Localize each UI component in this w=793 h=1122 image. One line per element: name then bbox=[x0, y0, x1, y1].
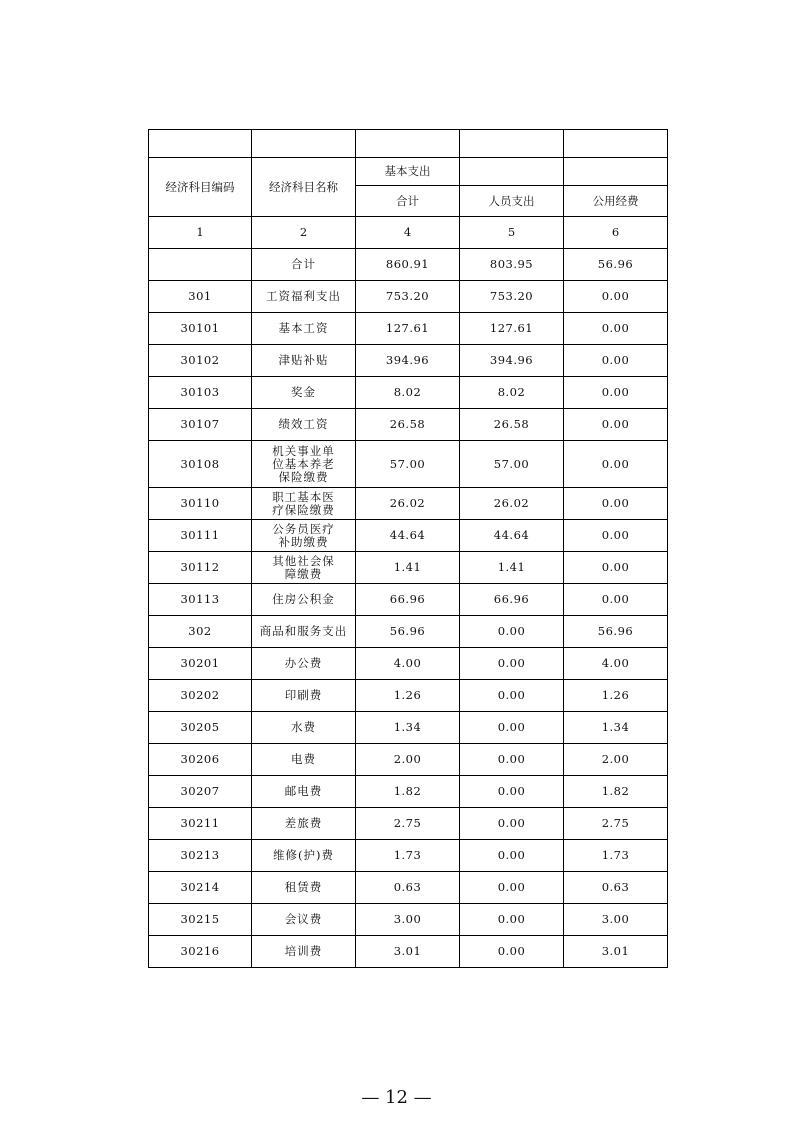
code-cell-text: 30206 bbox=[180, 752, 220, 766]
personnel-cell-text: 26.58 bbox=[493, 417, 530, 431]
header-public: 公用经费 bbox=[564, 186, 668, 217]
public-cell-text: 0.00 bbox=[601, 289, 630, 303]
code-cell-text: 30112 bbox=[180, 560, 220, 574]
code-cell-text: 30211 bbox=[180, 816, 220, 830]
personnel-cell bbox=[460, 872, 564, 904]
total-cell-text: 56.96 bbox=[389, 624, 426, 638]
personnel-cell-text: 0.00 bbox=[497, 848, 526, 862]
name-cell-text: 水费 bbox=[291, 720, 316, 734]
table-row bbox=[149, 936, 668, 968]
total-cell bbox=[356, 904, 460, 936]
public-cell-text: 0.00 bbox=[601, 456, 630, 471]
name-cell-text: 邮电费 bbox=[284, 784, 323, 798]
personnel-cell bbox=[460, 744, 564, 776]
name-cell bbox=[252, 904, 356, 936]
personnel-cell-text: 1.41 bbox=[497, 560, 526, 574]
blank-cell bbox=[564, 158, 668, 186]
code-cell bbox=[149, 313, 252, 345]
table-row bbox=[149, 712, 668, 744]
total-cell-text: 26.58 bbox=[389, 417, 426, 431]
personnel-cell-text: 0.00 bbox=[497, 720, 526, 734]
public-cell bbox=[564, 409, 668, 441]
code-cell bbox=[149, 441, 252, 488]
public-cell bbox=[564, 345, 668, 377]
name-cell bbox=[252, 441, 356, 488]
total-cell-text: 8.02 bbox=[393, 385, 422, 399]
total-cell bbox=[356, 808, 460, 840]
public-cell-text: 56.96 bbox=[597, 257, 634, 271]
personnel-cell bbox=[460, 680, 564, 712]
personnel-cell bbox=[460, 249, 564, 281]
header-group-basic: 基本支出 bbox=[356, 158, 460, 186]
total-cell bbox=[356, 313, 460, 345]
code-cell bbox=[149, 409, 252, 441]
public-cell bbox=[564, 584, 668, 616]
name-cell bbox=[252, 712, 356, 744]
total-cell-text: 66.96 bbox=[389, 592, 426, 606]
name-cell bbox=[252, 680, 356, 712]
code-cell bbox=[149, 249, 252, 281]
table-row bbox=[149, 281, 668, 313]
total-cell-text: 26.02 bbox=[389, 496, 426, 510]
personnel-cell bbox=[460, 712, 564, 744]
name-cell bbox=[252, 409, 356, 441]
personnel-cell-text: 44.64 bbox=[493, 528, 530, 542]
table-row bbox=[149, 552, 668, 584]
personnel-cell bbox=[460, 345, 564, 377]
name-cell bbox=[252, 808, 356, 840]
table-row bbox=[149, 584, 668, 616]
total-cell-text: 1.73 bbox=[393, 848, 422, 862]
name-cell bbox=[252, 648, 356, 680]
name-cell-text: 办公费 bbox=[284, 656, 323, 670]
code-cell-text: 30201 bbox=[180, 656, 220, 670]
table-row bbox=[149, 409, 668, 441]
code-cell-text: 301 bbox=[188, 289, 212, 303]
total-cell bbox=[356, 409, 460, 441]
name-cell bbox=[252, 249, 356, 281]
name-cell-text: 租赁费 bbox=[284, 880, 323, 894]
total-cell bbox=[356, 776, 460, 808]
public-cell bbox=[564, 249, 668, 281]
index-cell: 5 bbox=[460, 217, 564, 249]
personnel-cell bbox=[460, 776, 564, 808]
table-row bbox=[149, 488, 668, 520]
name-cell bbox=[252, 488, 356, 520]
name-cell bbox=[252, 872, 356, 904]
total-cell bbox=[356, 345, 460, 377]
code-cell bbox=[149, 488, 252, 520]
personnel-cell-text: 0.00 bbox=[497, 656, 526, 670]
name-cell-text: 其他社会保障缴费 bbox=[272, 553, 335, 581]
total-cell bbox=[356, 249, 460, 281]
index-cell: 1 bbox=[149, 217, 252, 249]
name-cell bbox=[252, 936, 356, 968]
total-cell-text: 394.96 bbox=[385, 353, 430, 367]
table-row bbox=[149, 744, 668, 776]
public-cell-text: 2.00 bbox=[601, 752, 630, 766]
personnel-cell-text: 0.00 bbox=[497, 752, 526, 766]
total-cell bbox=[356, 281, 460, 313]
personnel-cell-text: 66.96 bbox=[493, 592, 530, 606]
public-cell bbox=[564, 520, 668, 552]
public-cell-text: 1.82 bbox=[601, 784, 630, 798]
public-cell-text: 1.26 bbox=[601, 688, 630, 702]
code-cell-text: 30102 bbox=[180, 353, 220, 367]
public-cell-text: 3.00 bbox=[601, 912, 630, 926]
table-row bbox=[149, 680, 668, 712]
personnel-cell bbox=[460, 281, 564, 313]
name-cell bbox=[252, 616, 356, 648]
name-cell bbox=[252, 744, 356, 776]
personnel-cell-text: 0.00 bbox=[497, 688, 526, 702]
personnel-cell bbox=[460, 648, 564, 680]
name-cell-text: 差旅费 bbox=[284, 816, 323, 830]
table-row bbox=[149, 441, 668, 488]
name-cell-text: 津贴补贴 bbox=[278, 353, 329, 367]
code-cell-text: 30202 bbox=[180, 688, 220, 702]
index-cell: 2 bbox=[252, 217, 356, 249]
public-cell-text: 0.00 bbox=[601, 592, 630, 606]
code-cell-text: 30107 bbox=[180, 417, 220, 431]
name-cell-text: 合计 bbox=[291, 257, 316, 271]
header-personnel: 人员支出 bbox=[460, 186, 564, 217]
public-cell-text: 1.34 bbox=[601, 720, 630, 734]
total-cell-text: 1.82 bbox=[393, 784, 422, 798]
name-cell bbox=[252, 345, 356, 377]
table-row bbox=[149, 249, 668, 281]
total-cell-text: 44.64 bbox=[389, 528, 426, 542]
personnel-cell bbox=[460, 904, 564, 936]
name-cell-text: 工资福利支出 bbox=[266, 289, 341, 303]
code-cell bbox=[149, 744, 252, 776]
personnel-cell bbox=[460, 584, 564, 616]
public-cell bbox=[564, 552, 668, 584]
total-cell bbox=[356, 584, 460, 616]
total-cell-text: 1.34 bbox=[393, 720, 422, 734]
name-cell-text: 机关事业单位基本养老保险缴费 bbox=[272, 443, 335, 484]
public-cell bbox=[564, 488, 668, 520]
public-cell bbox=[564, 313, 668, 345]
personnel-cell-text: 0.00 bbox=[497, 816, 526, 830]
table-row bbox=[149, 776, 668, 808]
code-cell-text: 30113 bbox=[180, 592, 220, 606]
header-code: 经济科目编码 bbox=[149, 158, 252, 217]
code-cell bbox=[149, 904, 252, 936]
name-cell bbox=[252, 776, 356, 808]
header-row-group bbox=[149, 158, 668, 186]
total-cell-text: 860.91 bbox=[385, 257, 430, 271]
table-row bbox=[149, 872, 668, 904]
public-cell-text: 0.00 bbox=[601, 321, 630, 335]
personnel-cell-text: 0.00 bbox=[497, 880, 526, 894]
code-cell-text: 30101 bbox=[180, 321, 220, 335]
public-cell-text: 0.00 bbox=[601, 385, 630, 399]
code-cell-text: 30205 bbox=[180, 720, 220, 734]
total-cell bbox=[356, 441, 460, 488]
total-cell-text: 57.00 bbox=[389, 456, 426, 471]
total-cell-text: 753.20 bbox=[385, 289, 430, 303]
total-cell-text: 3.01 bbox=[393, 944, 422, 958]
blank-cell bbox=[149, 130, 252, 158]
name-cell-text: 电费 bbox=[291, 752, 316, 766]
public-cell bbox=[564, 840, 668, 872]
public-cell-text: 56.96 bbox=[597, 624, 634, 638]
public-cell bbox=[564, 872, 668, 904]
name-cell-text: 职工基本医疗保险缴费 bbox=[272, 489, 335, 517]
blank-cell bbox=[252, 130, 356, 158]
public-cell bbox=[564, 377, 668, 409]
personnel-cell-text: 394.96 bbox=[489, 353, 534, 367]
code-cell bbox=[149, 776, 252, 808]
code-cell bbox=[149, 584, 252, 616]
page-number: — 12 — bbox=[361, 1087, 432, 1108]
code-cell-text: 30207 bbox=[180, 784, 220, 798]
total-cell-text: 1.41 bbox=[393, 560, 422, 574]
name-cell-text: 奖金 bbox=[291, 385, 316, 399]
public-cell bbox=[564, 808, 668, 840]
total-cell bbox=[356, 377, 460, 409]
public-cell-text: 0.00 bbox=[601, 560, 630, 574]
personnel-cell-text: 127.61 bbox=[489, 321, 534, 335]
name-cell-text: 商品和服务支出 bbox=[259, 624, 348, 638]
code-cell bbox=[149, 872, 252, 904]
personnel-cell bbox=[460, 552, 564, 584]
public-cell bbox=[564, 648, 668, 680]
code-cell-text: 30111 bbox=[180, 528, 220, 542]
public-cell bbox=[564, 936, 668, 968]
public-cell-text: 2.75 bbox=[601, 816, 630, 830]
table-row bbox=[149, 808, 668, 840]
personnel-cell-text: 26.02 bbox=[493, 496, 530, 510]
index-row bbox=[149, 217, 668, 249]
code-cell bbox=[149, 648, 252, 680]
code-cell-text: 30108 bbox=[180, 456, 220, 471]
code-cell bbox=[149, 808, 252, 840]
public-cell bbox=[564, 744, 668, 776]
total-cell-text: 2.00 bbox=[393, 752, 422, 766]
public-cell bbox=[564, 616, 668, 648]
budget-table bbox=[148, 129, 668, 968]
index-cell: 6 bbox=[564, 217, 668, 249]
public-cell-text: 0.00 bbox=[601, 417, 630, 431]
table-row bbox=[149, 648, 668, 680]
public-cell bbox=[564, 680, 668, 712]
public-cell-text: 1.73 bbox=[601, 848, 630, 862]
name-cell-text: 维修(护)费 bbox=[273, 848, 334, 862]
total-cell-text: 2.75 bbox=[393, 816, 422, 830]
personnel-cell bbox=[460, 488, 564, 520]
personnel-cell bbox=[460, 520, 564, 552]
personnel-cell bbox=[460, 313, 564, 345]
name-cell-text: 基本工资 bbox=[278, 321, 329, 335]
code-cell bbox=[149, 281, 252, 313]
name-cell bbox=[252, 840, 356, 872]
blank-header-row bbox=[149, 130, 668, 158]
total-cell bbox=[356, 552, 460, 584]
total-cell bbox=[356, 712, 460, 744]
table-row bbox=[149, 520, 668, 552]
total-cell bbox=[356, 488, 460, 520]
public-cell bbox=[564, 712, 668, 744]
code-cell-text: 30213 bbox=[180, 848, 220, 862]
name-cell-text: 印刷费 bbox=[284, 688, 323, 702]
public-cell-text: 0.00 bbox=[601, 528, 630, 542]
table-row bbox=[149, 840, 668, 872]
public-cell-text: 3.01 bbox=[601, 944, 630, 958]
public-cell-text: 0.63 bbox=[601, 880, 630, 894]
code-cell-text: 30216 bbox=[180, 944, 220, 958]
public-cell bbox=[564, 776, 668, 808]
code-cell bbox=[149, 345, 252, 377]
header-total: 合计 bbox=[356, 186, 460, 217]
name-cell bbox=[252, 281, 356, 313]
public-cell-text: 4.00 bbox=[601, 656, 630, 670]
total-cell-text: 0.63 bbox=[393, 880, 422, 894]
blank-cell bbox=[460, 158, 564, 186]
total-cell-text: 3.00 bbox=[393, 912, 422, 926]
total-cell bbox=[356, 936, 460, 968]
header-name: 经济科目名称 bbox=[252, 158, 356, 217]
personnel-cell-text: 57.00 bbox=[493, 456, 530, 471]
name-cell bbox=[252, 313, 356, 345]
total-cell-text: 4.00 bbox=[393, 656, 422, 670]
public-cell-text: 0.00 bbox=[601, 353, 630, 367]
table-row bbox=[149, 313, 668, 345]
code-cell bbox=[149, 840, 252, 872]
total-cell-text: 1.26 bbox=[393, 688, 422, 702]
name-cell-text: 培训费 bbox=[284, 944, 323, 958]
personnel-cell bbox=[460, 616, 564, 648]
total-cell bbox=[356, 520, 460, 552]
personnel-cell bbox=[460, 936, 564, 968]
personnel-cell-text: 753.20 bbox=[489, 289, 534, 303]
total-cell-text: 127.61 bbox=[385, 321, 430, 335]
name-cell bbox=[252, 552, 356, 584]
code-cell bbox=[149, 520, 252, 552]
code-cell bbox=[149, 616, 252, 648]
name-cell-text: 住房公积金 bbox=[272, 592, 335, 606]
code-cell-text: 30110 bbox=[180, 496, 220, 510]
personnel-cell bbox=[460, 409, 564, 441]
blank-cell bbox=[460, 130, 564, 158]
personnel-cell-text: 8.02 bbox=[497, 385, 526, 399]
table-row bbox=[149, 904, 668, 936]
blank-cell bbox=[564, 130, 668, 158]
public-cell bbox=[564, 441, 668, 488]
name-cell-text: 公务员医疗补助缴费 bbox=[272, 521, 335, 549]
total-cell bbox=[356, 872, 460, 904]
code-cell bbox=[149, 552, 252, 584]
code-cell-text: 30214 bbox=[180, 880, 220, 894]
total-cell bbox=[356, 840, 460, 872]
blank-cell bbox=[356, 130, 460, 158]
table-row bbox=[149, 616, 668, 648]
total-cell bbox=[356, 680, 460, 712]
public-cell-text: 0.00 bbox=[601, 496, 630, 510]
total-cell bbox=[356, 616, 460, 648]
code-cell-text: 302 bbox=[188, 624, 212, 638]
code-cell bbox=[149, 680, 252, 712]
index-cell: 4 bbox=[356, 217, 460, 249]
total-cell bbox=[356, 648, 460, 680]
personnel-cell bbox=[460, 377, 564, 409]
personnel-cell-text: 0.00 bbox=[497, 784, 526, 798]
name-cell bbox=[252, 520, 356, 552]
table-row bbox=[149, 377, 668, 409]
personnel-cell bbox=[460, 840, 564, 872]
personnel-cell bbox=[460, 441, 564, 488]
code-cell bbox=[149, 377, 252, 409]
public-cell bbox=[564, 281, 668, 313]
personnel-cell-text: 803.95 bbox=[489, 257, 534, 271]
total-cell bbox=[356, 744, 460, 776]
name-cell-text: 绩效工资 bbox=[278, 417, 329, 431]
name-cell bbox=[252, 584, 356, 616]
code-cell bbox=[149, 712, 252, 744]
personnel-cell-text: 0.00 bbox=[497, 944, 526, 958]
public-cell bbox=[564, 904, 668, 936]
code-cell-text: 30215 bbox=[180, 912, 220, 926]
name-cell bbox=[252, 377, 356, 409]
code-cell bbox=[149, 936, 252, 968]
code-cell-text: 30103 bbox=[180, 385, 220, 399]
personnel-cell bbox=[460, 808, 564, 840]
name-cell-text: 会议费 bbox=[284, 912, 323, 926]
personnel-cell-text: 0.00 bbox=[497, 624, 526, 638]
personnel-cell-text: 0.00 bbox=[497, 912, 526, 926]
table-row bbox=[149, 345, 668, 377]
